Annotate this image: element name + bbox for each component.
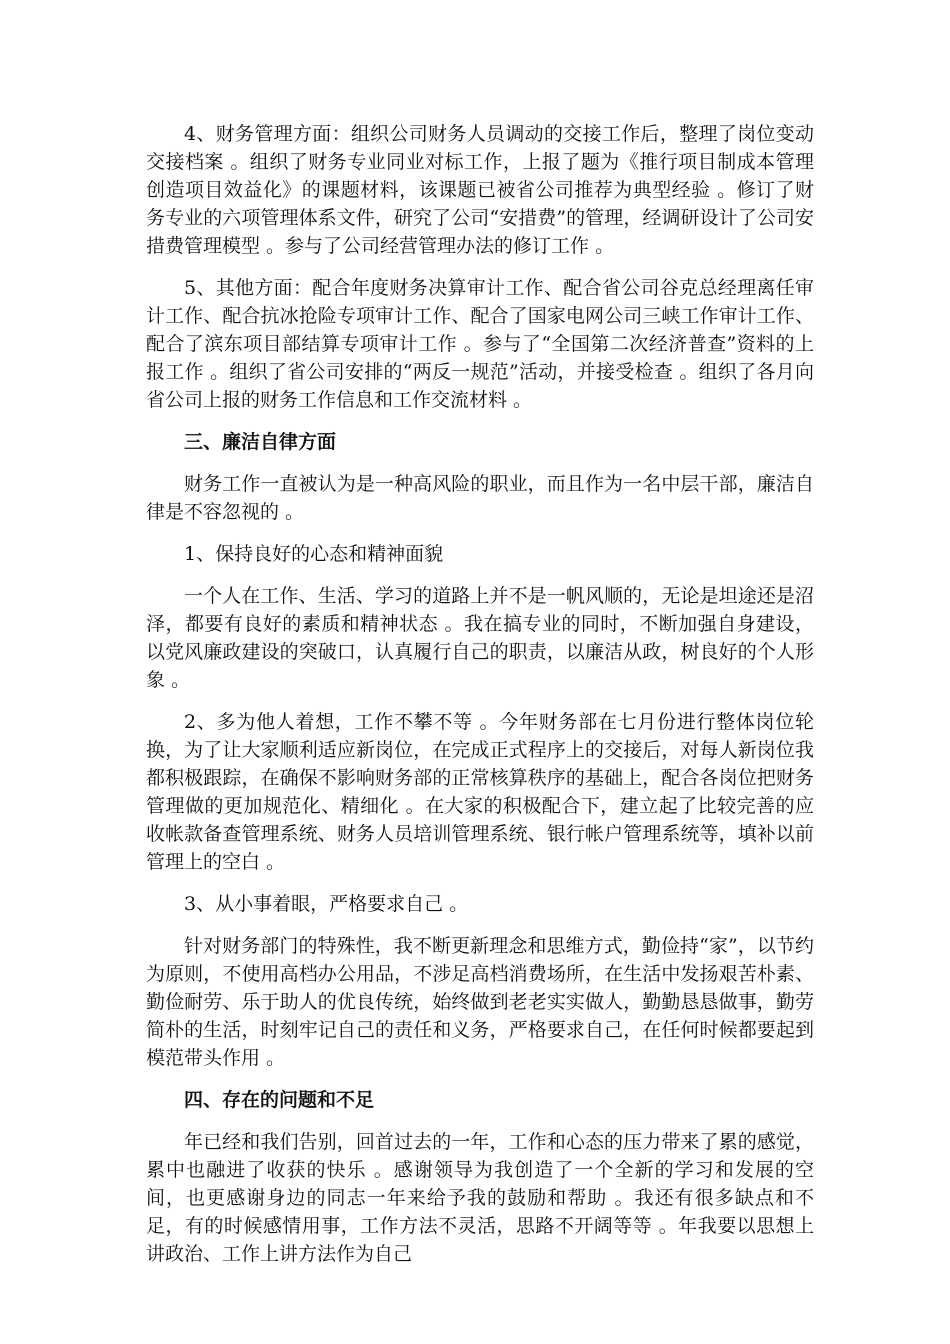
paragraph-problems: 年已经和我们告别，回首过去的一年，工作和心态的压力带来了累的感觉，累中也融进了收获的快乐 。感谢领导为我创造了一个全新的学习和发展的空间，也更感谢身边的同志一年来给予我的鼓励和帮助 。我还有很多缺点和不足，有的时候感情用事，工作方法不灵活，思路不开阔等等 。年我要以思想上讲政治、工作上讲方法作为自己 [146, 1131, 814, 1265]
paragraph-think-of-others: 2、多为他人着想，工作不攀不等 。今年财务部在七月份进行整体岗位轮换，为了让大家顺利适应新岗位，在完成正式程序上的交接后，对每人新岗位我都积极跟踪，在确保不影响财务部的正常核算秩序的基础上，配合各岗位把财务管理做的更加规范化、精细化 。在大家的积极配合下，建立起了比较完善的应收帐款备查管理系统、财务人员培训管理系统、银行帐户管理系统等，填补以前管理上的空白 。 [146, 711, 814, 873]
paragraph-good-mentality: 一个人在工作、生活、学习的道路上并不是一帆风顺的，无论是坦途还是沼泽，都要有良好的素质和精神状态 。我在搞专业的同时，不断加强自身建设，以党风廉政建设的突破口，认真履行自己的职责，以廉洁从政，树良好的个人形象 。 [146, 585, 814, 691]
paragraph-other-aspects: 5、其他方面：配合年度财务决算审计工作、配合省公司谷克总经理离任审计工作、配合抗冰抢险专项审计工作、配合了国家电网公司三峡工作审计工作、配合了滨东项目部结算专项审计工作 。参与了“全国第二次经济普查”资料的上报工作 。组织了省公司安排的“两反一规范”活动，并接受检查 。组织了各月向省公司上报的财务工作信息和工作交流材料 。 [146, 277, 814, 411]
subheading-small-things: 3、从小事着眼，严格要求自己 。 [184, 893, 469, 915]
subheading-good-mentality: 1、保持良好的心态和精神面貌 [184, 543, 444, 565]
section-heading-problems: 四、存在的问题和不足 [184, 1089, 375, 1111]
section-heading-integrity: 三、廉洁自律方面 [184, 431, 337, 453]
paragraph-financial-management: 4、财务管理方面：组织公司财务人员调动的交接工作后，整理了岗位变动交接档案 。组织了财务专业同业对标工作，上报了题为《推行项目制成本管理创造项目效益化》的课题材料，该课题已被省公司推荐为典型经验 。修订了财务专业的六项管理体系文件，研究了公司“安措费”的管理，经调研设计了公司安措费管理模型 。参与了公司经营管理办法的修订工作 。 [146, 123, 814, 257]
paragraph-integrity-intro: 财务工作一直被认为是一种高风险的职业，而且作为一名中层干部，廉洁自律是不容忽视的 。 [146, 473, 814, 523]
paragraph-small-things: 针对财务部门的特殊性，我不断更新理念和思维方式，勤俭持“家”，以节约为原则，不使用高档办公用品，不涉足高档消费场所，在生活中发扬艰苦朴素、勤俭耐劳、乐于助人的优良传统，始终做到老老实实做人，勤勤恳恳做事，勤劳简朴的生活，时刻牢记自己的责任和义务，严格要求自己，在任何时候都要起到模范带头作用 。 [146, 935, 814, 1069]
